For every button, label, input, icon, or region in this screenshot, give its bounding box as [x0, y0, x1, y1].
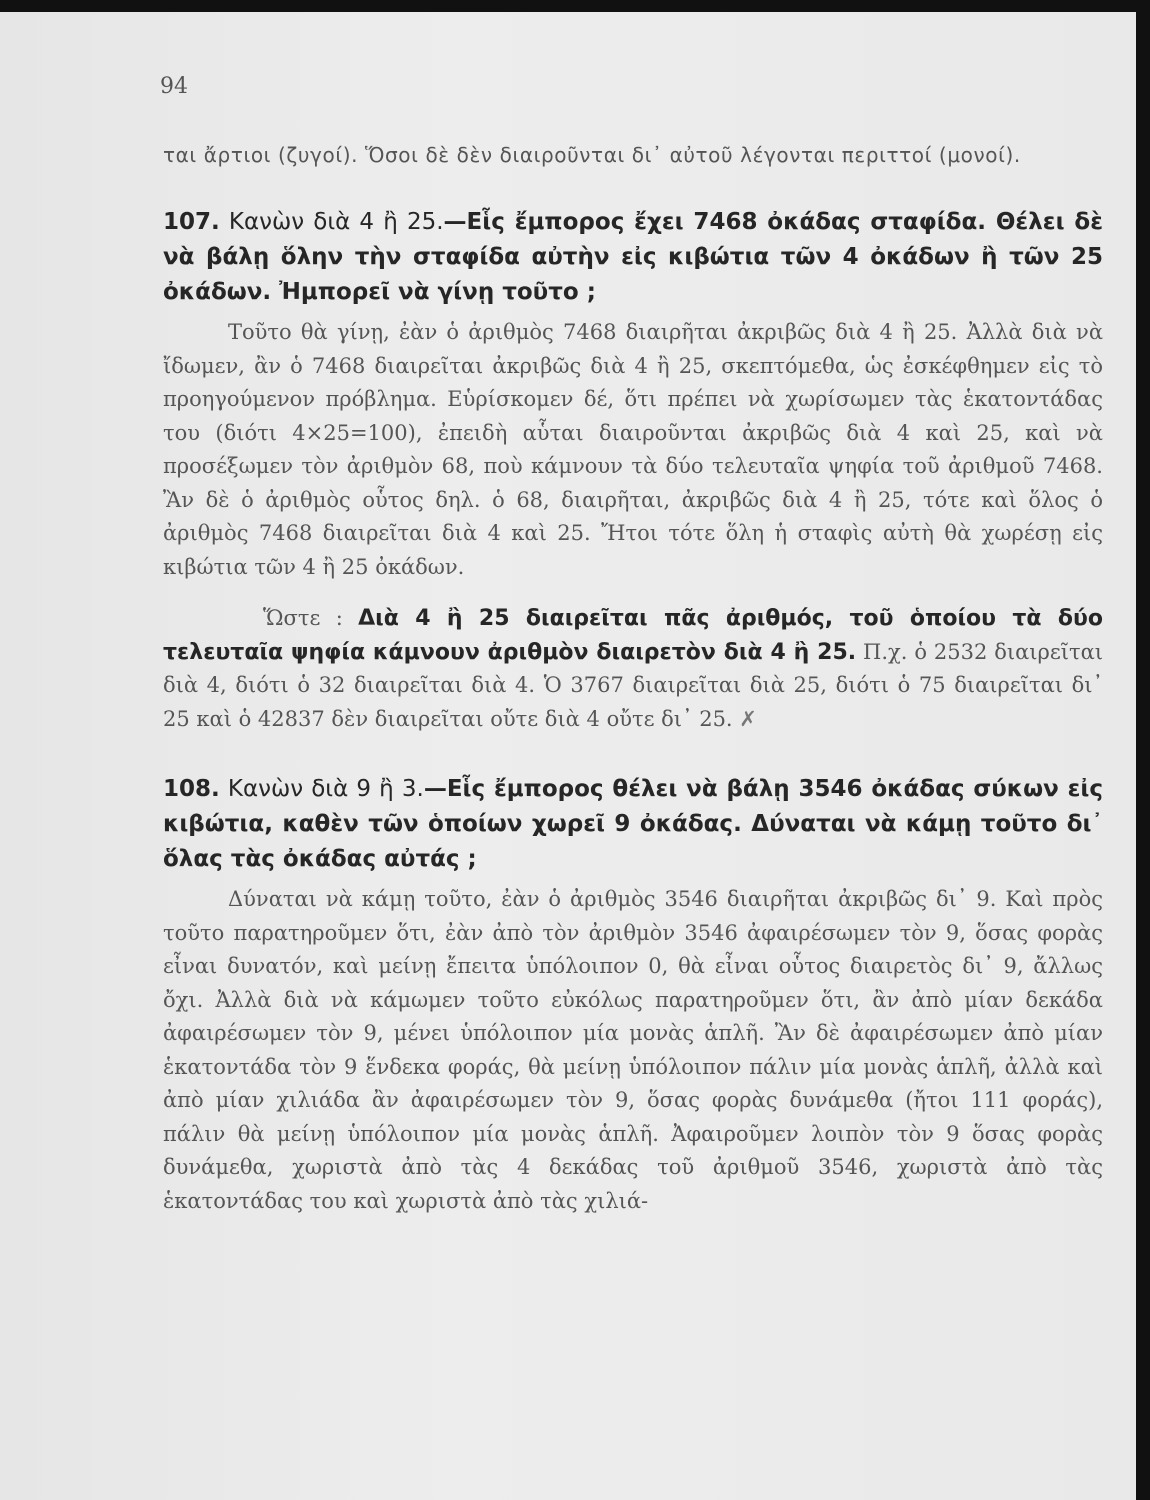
scan-right-border: [1136, 0, 1150, 1500]
rule-examples: Π.χ. ὁ 2532 διαιρεῖται διὰ 4, διότι ὁ 32 διαιρεῖται διὰ 4. Ὁ 3767 διαιρεῖται διὰ 25, διότι ὁ 75 διαιρεῖται δι᾿ 25 καὶ ὁ 42837 δὲν διαιρεῖται οὔτε διὰ 4 οὔτε δι᾿ 25.: [163, 639, 1103, 731]
page-content: [163, 142, 1103, 1218]
scan-top-border: [0, 0, 1150, 12]
rule-lead: Ὥστε :: [263, 606, 359, 630]
book-page: [0, 12, 1136, 1500]
section-107-number: 107.: [163, 209, 220, 235]
section-107-rule: [163, 602, 1103, 736]
section-108-explanation: Δύναται νὰ κάμῃ τοῦτο, ἐὰν ὁ ἀριθμὸς 3546 διαιρῆται ἀκριβῶς δι᾿ 9. Καὶ πρὸς τοῦτο παρατηροῦμεν ὅτι, ἐὰν ἀπὸ τὸν ἀριθμὸν 3546 ἀφαιρέσωμεν τὸν 9, ὅσας φορὰς εἶναι δυνατόν, καὶ μείνῃ ἔπειτα ὑπόλοιπον 0, θὰ εἶναι οὗτος διαιρετὸς δι᾿ 9, ἄλλως ὄχι. Ἀλλὰ διὰ νὰ κάμωμεν τοῦτο εὐκόλως παρατηροῦμεν ὅτι, ἂν ἀπὸ μίαν δεκάδα ἀφαιρέσωμεν τὸν 9, μένει ὑπόλοιπον μία μονὰς ἁπλῆ. Ἂν δὲ ἀφαιρέσωμεν ἀπὸ μίαν ἑκατοντάδα τὸν 9 ἕνδεκα φοράς, θὰ μείνῃ ὑπόλοιπον πάλιν μία μονὰς ἁπλῆ, ἀλλὰ καὶ ἀπὸ μίαν χιλιάδα ἂν ἀφαιρέσωμεν τὸν 9, ὅσας φορὰς δυνάμεθα (ἤτοι 111 φοράς), πάλιν θὰ μείνῃ ὑπόλοιπον μία μονὰς ἁπλῆ. Ἀφαιροῦμεν λοιπὸν τὸν 9 ὅσας φορὰς δυνάμεθα, χωριστὰ ἀπὸ τὰς 4 δεκάδας τοῦ ἀριθμοῦ 3546, χωριστὰ ἀπὸ τὰς ἑκατοντάδας του καὶ χωριστὰ ἀπὸ τὰς χιλιά-: [163, 887, 1103, 1213]
section-107-title: Κανὼν διὰ 4 ἢ 25.: [228, 209, 444, 235]
section-107-problem: —Εἷς ἔμπορος ἔχει 7468 ὀκάδας σταφίδα. Θέλει δὲ νὰ βάλῃ ὅλην τὴν σταφίδα αὐτὴν εἰς κιβώτια τῶν 4 ὀκάδων ἢ τῶν 25 ὀκάδων. Ἠμπορεῖ νὰ γίνῃ τοῦτο ;: [163, 209, 1104, 305]
margin-mark-icon: ✗: [739, 706, 757, 731]
section-108-title: Κανὼν διὰ 9 ἢ 3.: [227, 776, 424, 802]
rule-statement: Διὰ 4 ἢ 25 διαιρεῖται πᾶς ἀριθμός, τοῦ ὁποίου τὰ δύο τελευταῖα ψηφία κάμνουν ἀριθμὸν διαιρετὸν διὰ 4 ἢ 25.: [163, 606, 1103, 665]
section-107-explanation: Τοῦτο θὰ γίνῃ, ἐὰν ὁ ἀριθμὸς 7468 διαιρῆται ἀκριβῶς διὰ 4 ἢ 25. Ἀλλὰ διὰ νὰ ἴδωμεν, ἂν ὁ 7468 διαιρεῖται ἀκριβῶς διὰ 4 ἢ 25, σκεπτόμεθα, ὡς ἐσκέφθημεν εἰς τὸ προηγούμενον πρόβλημα. Εὑρίσκομεν δέ, ὅτι πρέπει νὰ χωρίσωμεν τὰς ἑκατοντάδας του (διότι 4×25=100), ἐπειδὴ αὗται διαιροῦνται ἀκριβῶς διὰ 4 καὶ 25, καὶ νὰ προσέξωμεν τὸν ἀριθμὸν 68, ποὺ κάμνουν τὰ δύο τελευταῖα ψηφία τοῦ ἀριθμοῦ 7468. Ἂν δὲ ὁ ἀριθμὸς οὗτος δηλ. ὁ 68, διαιρῆται, ἀκριβῶς διὰ 4 ἢ 25, τότε καὶ ὅλος ὁ ἀριθμὸς 7468 διαιρεῖται διὰ 4 καὶ 25. Ἤτοι τότε ὅλη ἡ σταφὶς αὐτὴ θὰ χωρέσῃ εἰς κιβώτια τῶν 4 ἢ 25 ὀκάδων.: [163, 320, 1103, 579]
section-108-number: 108.: [163, 776, 220, 802]
section-107-heading: [163, 205, 1103, 310]
page-number: 94: [160, 74, 188, 99]
section-108-problem: —Εἷς ἔμπορος θέλει νὰ βάλῃ 3546 ὀκάδας σύκων εἰς κιβώτια, καθὲν τῶν ὁποίων χωρεῖ 9 ὀκάδας. Δύναται νὰ κάμῃ τοῦτο δι᾿ ὅλας τὰς ὀκάδας αὐτάς ;: [163, 776, 1104, 872]
section-108-heading: [163, 772, 1103, 877]
intro-paragraph: ται ἄρτιοι (ζυγοί). Ὅσοι δὲ δὲν διαιροῦνται δι᾿ αὐτοῦ λέγονται περιττοί (μονοί).: [163, 143, 1021, 167]
